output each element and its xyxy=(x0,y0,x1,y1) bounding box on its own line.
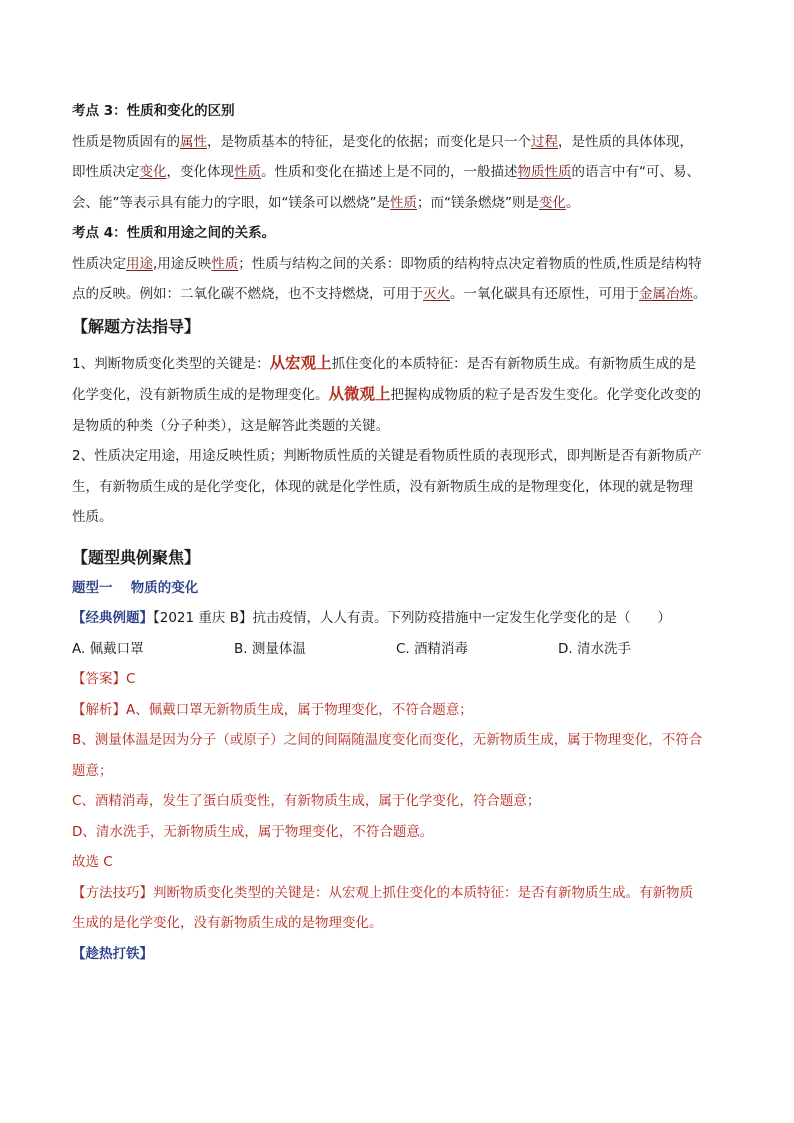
keyword: 性质 xyxy=(211,255,239,272)
choose-line: 故选 C xyxy=(72,854,113,870)
kp3-title: 考点 3：性质和变化的区别 xyxy=(72,103,235,119)
method-p1-line-3: 是物质的种类（分子种类），这是解答此类题的关键。 xyxy=(72,417,390,434)
kp3-line-1: 性质是物质固有的属性，是物质基本的特征，是变化的依据；而变化是只一个过程，是性质的具体体现， xyxy=(72,133,693,150)
analysis-d: D、清水洗手，无新物质生成，属于物理变化，不符合题意。 xyxy=(72,823,434,840)
method-p2-line-2: 生，有新物质生成的是化学变化，体现的就是化学性质，没有新物质生成的是物理变化，体现的就是物理 xyxy=(72,478,693,495)
analysis-a: 【解析】A、佩戴口罩无新物质生成，属于物理变化，不符合题意； xyxy=(72,701,473,718)
analysis-b-1: B、测量体温是因为分子（或原子）之间的间隔随温度变化而变化，无新物质生成，属于物理变化，不符合 xyxy=(72,732,703,748)
highlight-macro: 从宏观上 xyxy=(269,353,332,372)
answer-value: C xyxy=(126,671,136,687)
answer-line xyxy=(72,664,724,695)
option-a: A. 佩戴口罩 xyxy=(72,640,144,657)
analysis-c: C、酒精消毒，发生了蛋白质变性，有新物质生成，属于化学变化，符合题意； xyxy=(72,793,541,809)
option-d: D. 清水洗手 xyxy=(558,640,631,657)
kp3-line-2: 即性质决定变化，变化体现性质。性质和变化在描述上是不同的，一般描述物质性质的语言中有“可、易、 xyxy=(72,164,700,180)
tip-tag: 【方法技巧】 xyxy=(72,884,153,901)
kp4-line-2: 点的反映。例如：二氧化碳不燃烧，也不支持燃烧，可用于灭火。一氧化碳具有还原性，可用于金属冶炼。 xyxy=(72,286,707,302)
answer-tag: 【答案】 xyxy=(72,671,126,687)
method-p1-line-2: 化学变化，没有新物质生成的是物理变化。从微观上把握构成物质的粒子是否发生变化。化学变化改变的 xyxy=(72,385,702,403)
highlight-micro: 从微观上 xyxy=(328,385,391,403)
keyword: 金属冶炼 xyxy=(639,286,693,302)
keyword: 性质 xyxy=(389,194,417,211)
keyword: 变化 xyxy=(139,164,167,180)
method-heading: 【解题方法指导】 xyxy=(72,316,201,336)
analysis-tag: 【解析】 xyxy=(72,701,126,718)
keyword: 用途 xyxy=(126,255,153,272)
keyword: 变化 xyxy=(538,194,566,211)
example-question: 【经典例题】【2021 重庆 B】抗击疫情，人人有责。下列防疫措施中一定发生化学变化的是（ ） xyxy=(72,610,671,626)
method-p2-line-1: 2、性质决定用途，用途反映性质；判断物质性质的关键是看物质性质的表现形式，即判断是否有新物质产 xyxy=(72,448,702,464)
document-page xyxy=(72,96,724,969)
practice-tag: 【趁热打铁】 xyxy=(72,945,153,962)
keyword: 过程 xyxy=(531,133,558,150)
example-tag: 【经典例题】 xyxy=(72,610,153,626)
keyword: 灭火 xyxy=(423,286,450,302)
tip-line-1: 【方法技巧】判断物质变化类型的关键是：从宏观上抓住变化的本质特征：是否有新物质生成。有新物质 xyxy=(72,884,693,901)
keyword: 属性 xyxy=(180,133,207,150)
tip-line-2: 生成的是化学变化，没有新物质生成的是物理变化。 xyxy=(72,915,383,931)
keyword: 物质性质 xyxy=(517,164,572,180)
keyword: 性质 xyxy=(234,164,261,180)
option-b: B. 测量体温 xyxy=(234,640,306,657)
analysis-b-2: 题意； xyxy=(72,762,113,779)
method-p2-line-3: 性质。 xyxy=(72,509,113,525)
kp4-line-1: 性质决定用途,用途反映性质；性质与结构之间的关系：即物质的结构特点决定着物质的性质,性质是结构特 xyxy=(72,255,702,272)
kp3-line-3: 会、能”等表示具有能力的字眼，如“镁条可以燃烧”是性质；而“镁条燃烧”则是变化。 xyxy=(72,194,580,211)
options-row xyxy=(72,634,724,665)
focus-heading: 【题型典例聚焦】 xyxy=(72,547,201,567)
type-title: 题型一 物质的变化 xyxy=(72,579,199,596)
kp4-title: 考点 4：性质和用途之间的关系。 xyxy=(72,225,276,241)
option-c: C. 酒精消毒 xyxy=(396,640,469,657)
method-p1-line-1: 1、判断物质变化类型的关键是：从宏观上抓住变化的本质特征：是否有新物质生成。有新物质生成的是 xyxy=(72,353,697,372)
